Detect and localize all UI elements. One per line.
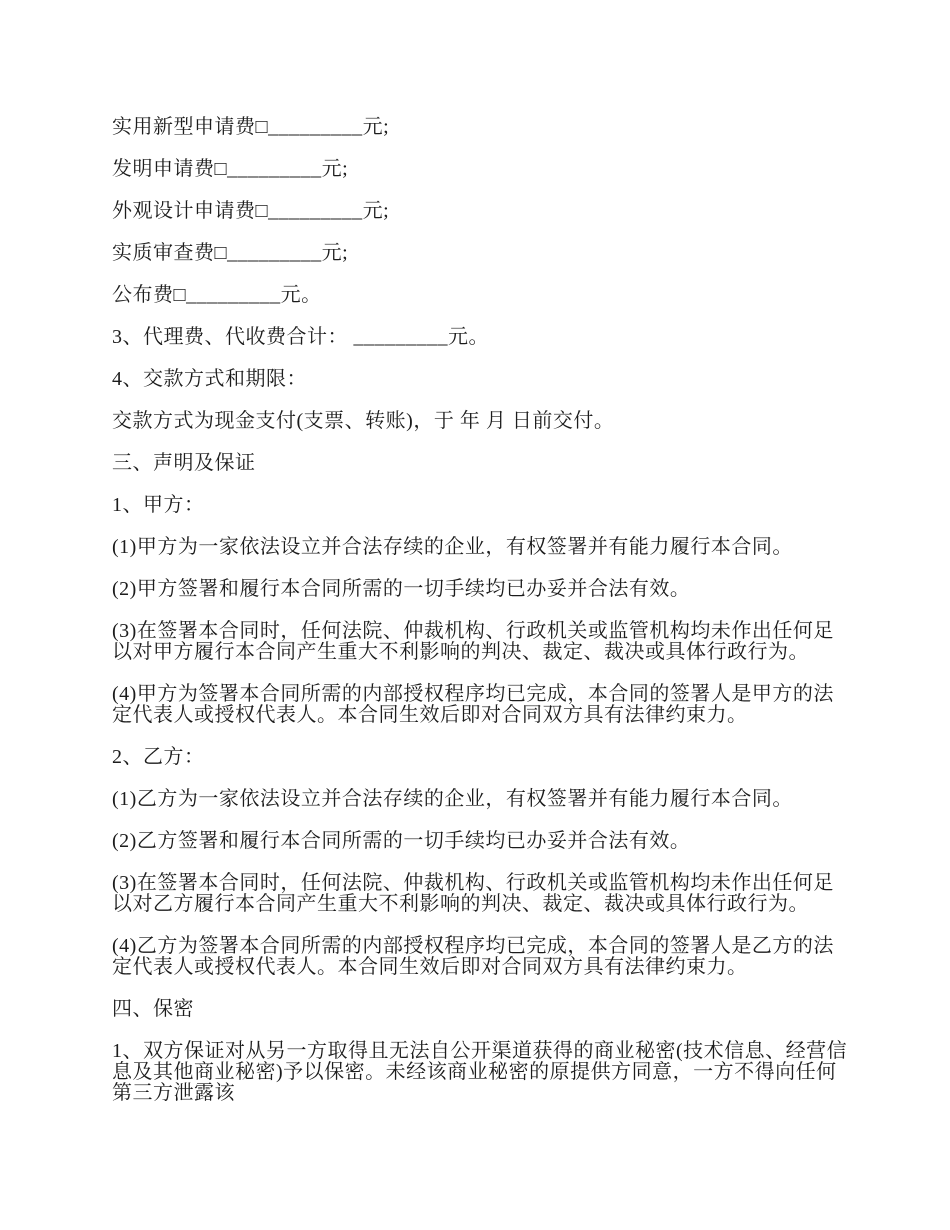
paragraph: (4)甲方为签署本合同所需的内部授权程序均已完成，本合同的签署人是甲方的法定代表人或授权代表人。本合同生效后即对合同双方具有法律约束力。: [112, 683, 834, 726]
paragraph: 交款方式为现金支付(支票、转账)，于 年 月 日前交付。: [112, 410, 615, 432]
paragraph: 外观设计申请费□_________元;: [112, 200, 390, 222]
paragraph: (1)甲方为一家依法设立并合法存续的企业，有权签署并有能力履行本合同。: [112, 536, 793, 558]
paragraph: (1)乙方为一家依法设立并合法存续的企业，有权签署并有能力履行本合同。: [112, 788, 793, 810]
paragraph: 2、乙方：: [112, 746, 205, 768]
paragraph: 1、甲方：: [112, 494, 205, 516]
paragraph: 3、代理费、代收费合计： _________元。: [112, 326, 489, 348]
paragraph: 1、双方保证对从另一方取得且无法自公开渠道获得的商业秘密(技术信息、经营信息及其他商业秘密)予以保密。未经该商业秘密的原提供方同意，一方不得向任何第三方泄露该: [112, 1040, 848, 1104]
paragraph: 发明申请费□_________元;: [112, 158, 349, 180]
paragraph: (3)在签署本合同时，任何法院、仲裁机构、行政机关或监管机构均未作出任何足以对乙方履行本合同产生重大不利影响的判决、裁定、裁决或具体行政行为。: [112, 872, 834, 915]
paragraph: (2)甲方签署和履行本合同所需的一切手续均已办妥并合法有效。: [112, 578, 691, 600]
paragraph: 三、声明及保证: [112, 452, 256, 474]
paragraph: 公布费□_________元。: [112, 284, 322, 306]
paragraph: (2)乙方签署和履行本合同所需的一切手续均已办妥并合法有效。: [112, 830, 691, 852]
paragraph: 四、保密: [112, 998, 194, 1020]
document-body: [112, 117, 849, 1104]
paragraph: 实用新型申请费□_________元;: [112, 116, 390, 138]
paragraph: 4、交款方式和期限：: [112, 368, 307, 390]
paragraph: 实质审查费□_________元;: [112, 242, 349, 264]
paragraph: (4)乙方为签署本合同所需的内部授权程序均已完成，本合同的签署人是乙方的法定代表人或授权代表人。本合同生效后即对合同双方具有法律约束力。: [112, 935, 834, 978]
paragraph: (3)在签署本合同时，任何法院、仲裁机构、行政机关或监管机构均未作出任何足以对甲方履行本合同产生重大不利影响的判决、裁定、裁决或具体行政行为。: [112, 620, 834, 663]
